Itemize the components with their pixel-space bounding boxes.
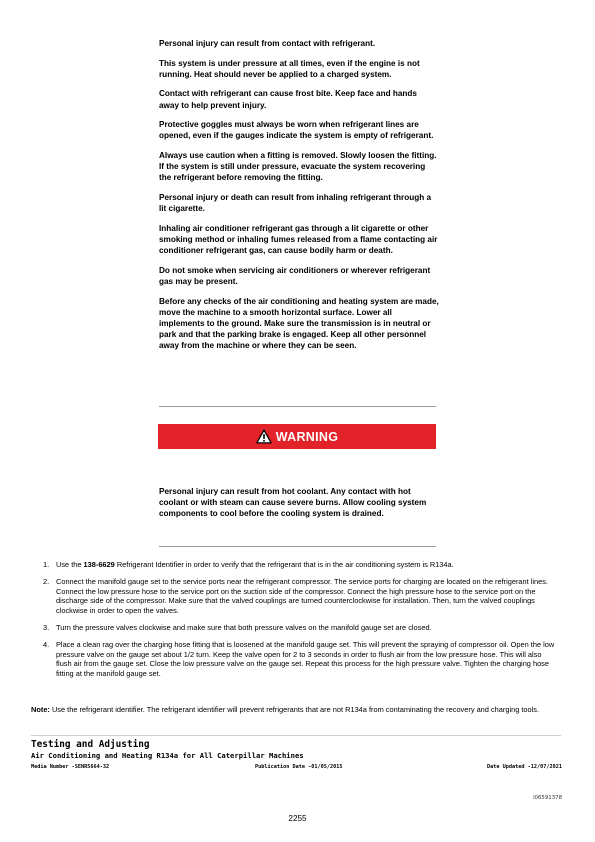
step-text: Connect the manifold gauge set to the service ports near the refrigerant compressor. The service ports for charging are located on the refrigerant lines. Connect the low pressure hose to the service port on the suction side of the compressor. Connect the high pressure hose to the service port on the discharge side of the compressor. Make sure that the valved couplings are turned counterclockwise for installation. Then, turn the valved couplings clockwise in order to open the valves. [56,576,549,616]
section-divider [159,546,436,547]
list-item [31,560,559,570]
step-text: Place a clean rag over the charging hose fitting that is loosened at the manifold gauge set. This will prevent the spraying of compressor oil. Open the low pressure valve on the gauge set about 1/2 turn. Keep the valve open for 2 to 3 seconds in order to flush air from the low pressure hose. This will also flush air from the gauge set. Close the low pressure valve on the gauge set. Repeat this process for the high pressure valve. Tighten the charging hose fitting at the manifold gauge set. [56,639,555,679]
step-text: Turn the pressure valves clockwise and make sure that both pressure valves on the manifold gauge set are closed. [56,622,432,632]
safety-paragraph: Do not smoke when servicing air conditioners or wherever refrigerant gas may be present. [159,265,431,286]
image-id: i06591378 [533,795,562,801]
safety-paragraph: Before any checks of the air conditioning and heating system are made, move the machine to a smooth horizontal surface. Lower all implements to the ground. Make sure the transmission is in neutral or park and that the parking brake is engaged. Keep all other personnel away from the machine or where they can be seen. [159,296,439,351]
publication-date: Publication Date -01/05/2015 [255,764,343,770]
footer-title: Testing and Adjusting [31,739,150,750]
safety-text-block [159,38,439,360]
part-number-link[interactable]: 138-6629 [83,560,115,569]
step-number: 1. [43,560,50,569]
safety-paragraph: Always use caution when a fitting is removed. Slowly loosen the fitting. If the system is still under pressure, evacuate the system recovering the refrigerant before removing the fitting. [159,150,437,183]
list-item [31,577,559,616]
warning-label: WARNING [275,429,339,444]
step-text-pre: Use the [56,560,84,569]
section-divider [159,406,436,407]
safety-paragraph: Inhaling air conditioner refrigerant gas through a lit cigarette or other smoking method or inhaling fumes released from a flame contacting air conditioner refrigerant gas, can cause bodily harm or death. [159,223,438,256]
safety-paragraph: Contact with refrigerant can cause frost bite. Keep face and hands away to help prevent injury. [159,89,417,110]
media-number: Media Number -SENR5664-32 [31,764,110,770]
step-number: 4. [43,639,50,649]
step-number: 2. [43,576,50,586]
note [31,705,561,715]
warning-banner [158,424,436,449]
safety-paragraph: Protective goggles must always be worn when refrigerant lines are opened, even if the gauges indicate the system is empty of refrigerant. [159,120,434,141]
safety-paragraph: This system is under pressure at all times, even if the engine is not running. Heat should never be applied to a charged system. [159,58,420,79]
footer-divider [31,735,561,736]
safety-paragraph: Personal injury or death can result from inhaling refrigerant through a lit cigarette. [159,192,432,214]
list-item [31,623,559,633]
note-label: Note: [31,705,50,714]
page-number: 2255 [288,814,307,823]
step-number: 3. [43,622,50,632]
safety-paragraph: Personal injury can result from contact with refrigerant. [159,39,376,48]
hot-coolant-warning [159,486,439,520]
hot-coolant-text: Personal injury can result from hot coolant. Any contact with hot coolant or with steam can cause severe burns. Allow cooling system components to cool before the cooling system is drained. [159,487,427,519]
procedure-steps [31,560,559,686]
footer-subtitle: Air Conditioning and Heating R134a for All Caterpillar Machines [31,751,304,760]
date-updated: Date Updated -12/07/2021 [487,764,562,770]
warning-triangle-icon [256,429,272,444]
note-text: Use the refrigerant identifier. The refrigerant identifier will prevent refrigerants that are not R134a from contaminating the recovery and charging tools. [49,705,540,714]
step-text-post: Refrigerant Identifier in order to verify that the refrigerant that is in the air conditioning system is R134a. [114,560,454,569]
list-item [31,640,559,679]
